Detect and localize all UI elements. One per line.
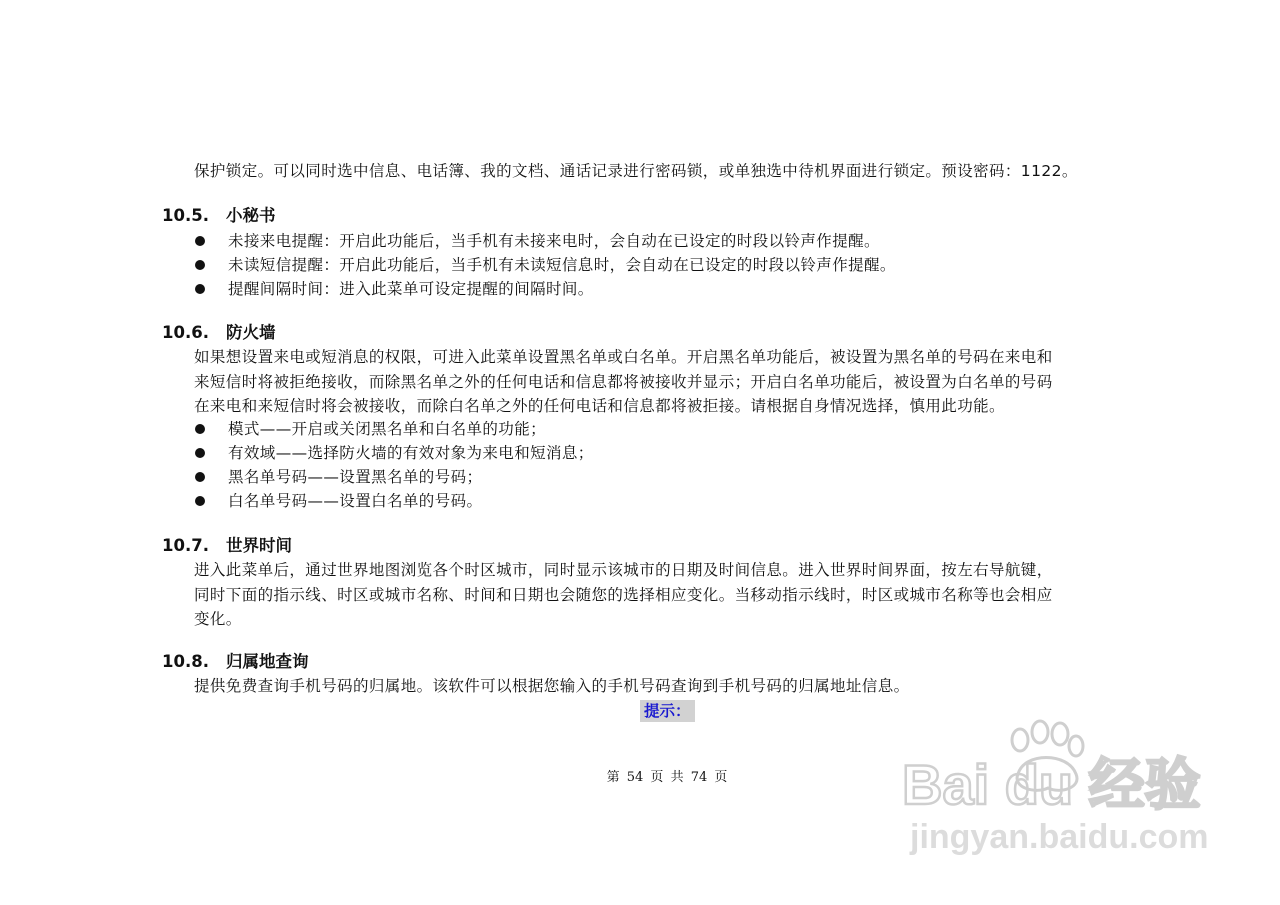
list-item: 白名单号码——设置白名单的号码。 (194, 489, 594, 513)
section-number: 10.7. (162, 536, 209, 555)
page-number: 第 54 页 共 74 页 (606, 770, 728, 785)
list-item: 未接来电提醒：开启此功能后，当手机有未接来电时，会自动在已设定的时段以铃声作提醒。 (194, 229, 896, 253)
section-title: 小秘书 (226, 206, 276, 225)
watermark-brand: Bai du 经验 (902, 753, 1201, 816)
section-paragraph-10-7 (194, 558, 1174, 632)
text-line: 变化。 (194, 610, 242, 628)
section-title: 世界时间 (226, 536, 292, 555)
list-item: 有效域——选择防火墙的有效对象为来电和短消息； (194, 441, 594, 465)
text-line: 在来电和来短信时将会被接收，而除白名单之外的任何电话和信息都将被拒接。请根据自身情况选择，慎用此功能。 (194, 397, 1005, 415)
text-line: 进入此菜单后，通过世界地图浏览各个时区城市，同时显示该城市的日期及时间信息。进入世界时间界面，按左右导航键， (194, 561, 1053, 579)
watermark-url: jingyan.baidu.com (910, 818, 1209, 856)
section-number: 10.8. (162, 652, 209, 671)
bullet-icon (195, 496, 205, 506)
list-item: 黑名单号码——设置黑名单的号码； (194, 465, 594, 489)
section-title: 防火墙 (226, 323, 276, 342)
bullet-icon (195, 424, 205, 434)
text-line: 同时下面的指示线、时区或城市名称、时间和日期也会随您的选择相应变化。当移动指示线时，时区或城市名称等也会相应 (194, 585, 1053, 604)
section-heading-10-8 (162, 651, 309, 673)
bullet-list-10-6 (194, 417, 594, 513)
intro-line: 保护锁定。可以同时选中信息、电话簿、我的文档、通话记录进行密码锁，或单独选中待机界面进行锁定。预设密码：1122。 (194, 162, 1078, 180)
section-heading-10-7 (162, 535, 292, 557)
bullet-icon (195, 472, 205, 482)
section-paragraph-10-6 (194, 345, 1174, 419)
section-title: 归属地查询 (226, 652, 309, 671)
text-line: 来短信时将被拒绝接收，而除黑名单之外的任何电话和信息都将被接收并显示；开启白名单功能后，被设置为白名单的号码 (194, 372, 1053, 391)
section-number: 10.6. (162, 323, 209, 342)
baidu-jingyan-watermark (900, 712, 1210, 862)
bullet-icon (195, 448, 205, 458)
intro-paragraph (194, 159, 1174, 184)
section-heading-10-5 (162, 205, 276, 227)
text-line: 提供免费查询手机号码的归属地。该软件可以根据您输入的手机号码查询到手机号码的归属地址信息。 (194, 677, 910, 695)
bullet-icon (195, 236, 205, 246)
section-heading-10-6 (162, 322, 276, 344)
list-item: 提醒间隔时间：进入此菜单可设定提醒的间隔时间。 (194, 277, 896, 301)
list-item: 未读短信提醒：开启此功能后，当手机有未读短信息时，会自动在已设定的时段以铃声作提醒。 (194, 253, 896, 277)
bullet-icon (195, 284, 205, 294)
bullet-icon (195, 260, 205, 270)
section-number: 10.5. (162, 206, 209, 225)
text-line: 如果想设置来电或短消息的权限，可进入此菜单设置黑名单或白名单。开启黑名单功能后，被设置为黑名单的号码在来电和 (194, 348, 1053, 366)
bullet-list-10-5 (194, 229, 896, 301)
list-item: 模式——开启或关闭黑名单和白名单的功能； (194, 417, 594, 441)
tip-label: 提示： (640, 700, 695, 722)
section-paragraph-10-8 (194, 674, 1174, 699)
